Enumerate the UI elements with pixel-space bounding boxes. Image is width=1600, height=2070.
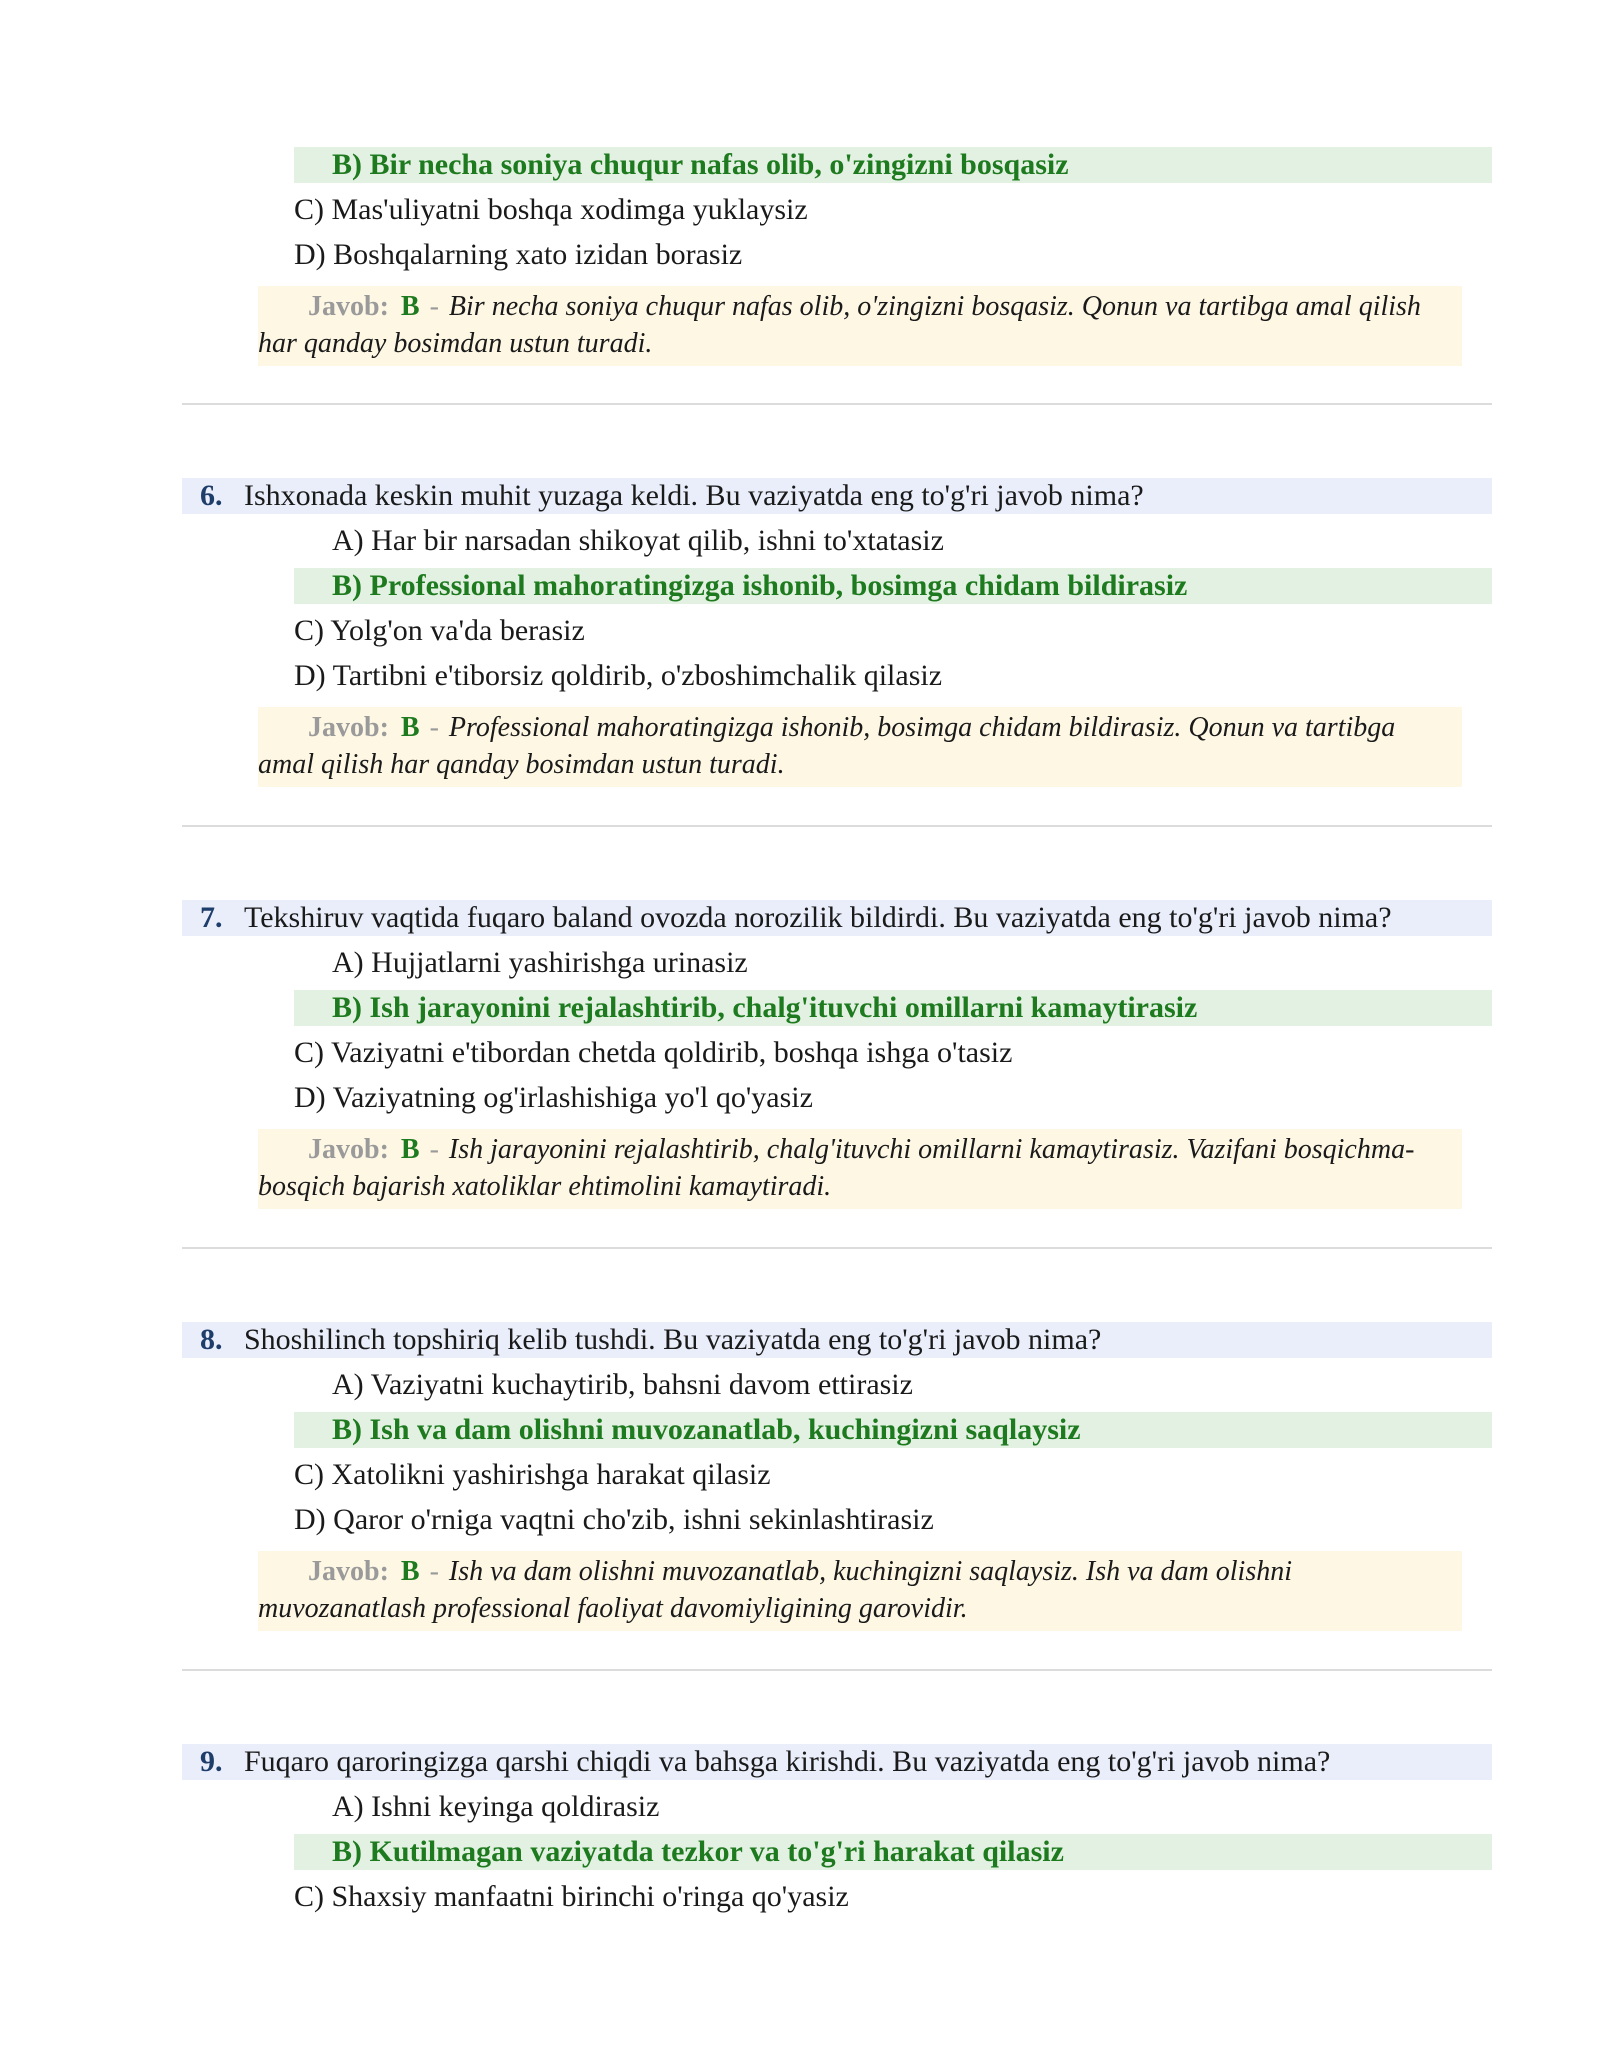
question-number: 6. <box>200 479 223 512</box>
option: D) Qaror o'rniga vaqtni cho'zib, ishni sekinlashtirasiz <box>294 1503 934 1536</box>
answer-box <box>258 707 1462 787</box>
question-row <box>182 1322 1492 1358</box>
question-text: Fuqaro qaroringizga qarshi chiqdi va bahsga kirishdi. Bu vaziyatda eng to'g'ri javob nima? <box>244 1745 1331 1778</box>
option: C) Vaziyatni e'tibordan chetda qoldirib, boshqa ishga o'tasiz <box>294 1036 1013 1069</box>
answer-dash: - <box>429 712 439 743</box>
question-row <box>182 478 1492 514</box>
question-row <box>182 1744 1492 1780</box>
answer-box <box>258 286 1462 366</box>
question-row <box>182 900 1492 936</box>
answer-letter: B <box>400 1134 420 1165</box>
question-text: Ishxonada keskin muhit yuzaga keldi. Bu vaziyatda eng to'g'ri javob nima? <box>244 479 1144 512</box>
option: C) Mas'uliyatni boshqa xodimga yuklaysiz <box>294 193 808 226</box>
option: C) Shaxsiy manfaatni birinchi o'ringa qo'yasiz <box>294 1880 849 1913</box>
question-number: 9. <box>200 1745 223 1778</box>
question-number: 7. <box>200 901 223 934</box>
option-correct: B) Kutilmagan vaziyatda tezkor va to'g'ri harakat qilasiz <box>294 1834 1492 1870</box>
answer-label: Javob: <box>308 712 389 743</box>
answer-label: Javob: <box>308 1134 389 1165</box>
divider <box>182 403 1492 405</box>
option: D) Vaziyatning og'irlashishiga yo'l qo'yasiz <box>294 1081 813 1114</box>
option-correct: B) Ish jarayonini rejalashtirib, chalg'ituvchi omillarni kamaytirasiz <box>294 990 1492 1026</box>
option-correct: B) Ish va dam olishni muvozanatlab, kuchingizni saqlaysiz <box>294 1412 1492 1448</box>
option: A) Ishni keyinga qoldirasiz <box>332 1790 660 1823</box>
answer-dash: - <box>429 1134 439 1165</box>
option-correct: B) Bir necha soniya chuqur nafas olib, o'zingizni bosqasiz <box>294 147 1492 183</box>
answer-label: Javob: <box>308 1556 389 1587</box>
question-text: Tekshiruv vaqtida fuqaro baland ovozda norozilik bildirdi. Bu vaziyatda eng to'g'ri javob nima? <box>244 901 1392 934</box>
answer-explanation: Professional mahoratingizga ishonib, bosimga chidam bildirasiz. Qonun va tartibga amal qilish har qanday bosimdan ustun turadi. <box>258 712 1396 780</box>
answer-explanation: Ish jarayonini rejalashtirib, chalg'ituvchi omillarni kamaytirasiz. Vazifani bosqichma-bosqich bajarish xatoliklar ehtimolini kamaytiradi. <box>258 1134 1415 1202</box>
option: C) Yolg'on va'da berasiz <box>294 614 585 647</box>
option: D) Tartibni e'tiborsiz qoldirib, o'zboshimchalik qilasiz <box>294 659 943 692</box>
option: D) Boshqalarning xato izidan borasiz <box>294 238 743 271</box>
answer-box <box>258 1129 1462 1209</box>
question-text: Shoshilinch topshiriq kelib tushdi. Bu vaziyatda eng to'g'ri javob nima? <box>244 1323 1102 1356</box>
answer-box <box>258 1551 1462 1631</box>
divider <box>182 1669 1492 1671</box>
option: C) Xatolikni yashirishga harakat qilasiz <box>294 1458 771 1491</box>
answer-explanation: Bir necha soniya chuqur nafas olib, o'zingizni bosqasiz. Qonun va tartibga amal qilish har qanday bosimdan ustun turadi. <box>258 291 1421 359</box>
answer-letter: B <box>400 712 420 743</box>
answer-dash: - <box>429 1556 439 1587</box>
divider <box>182 1247 1492 1249</box>
option: A) Har bir narsadan shikoyat qilib, ishni to'xtatasiz <box>332 524 944 557</box>
option: A) Vaziyatni kuchaytirib, bahsni davom ettirasiz <box>332 1368 913 1401</box>
option-correct: B) Professional mahoratingizga ishonib, bosimga chidam bildirasiz <box>294 568 1492 604</box>
answer-dash: - <box>429 291 439 322</box>
option: A) Hujjatlarni yashirishga urinasiz <box>332 946 748 979</box>
divider <box>182 825 1492 827</box>
answer-explanation: Ish va dam olishni muvozanatlab, kuchingizni saqlaysiz. Ish va dam olishni muvozanatlash professional faoliyat davomiyligining garovidir. <box>258 1556 1292 1624</box>
answer-letter: B <box>400 291 420 322</box>
answer-label: Javob: <box>308 291 389 322</box>
answer-letter: B <box>400 1556 420 1587</box>
question-number: 8. <box>200 1323 223 1356</box>
